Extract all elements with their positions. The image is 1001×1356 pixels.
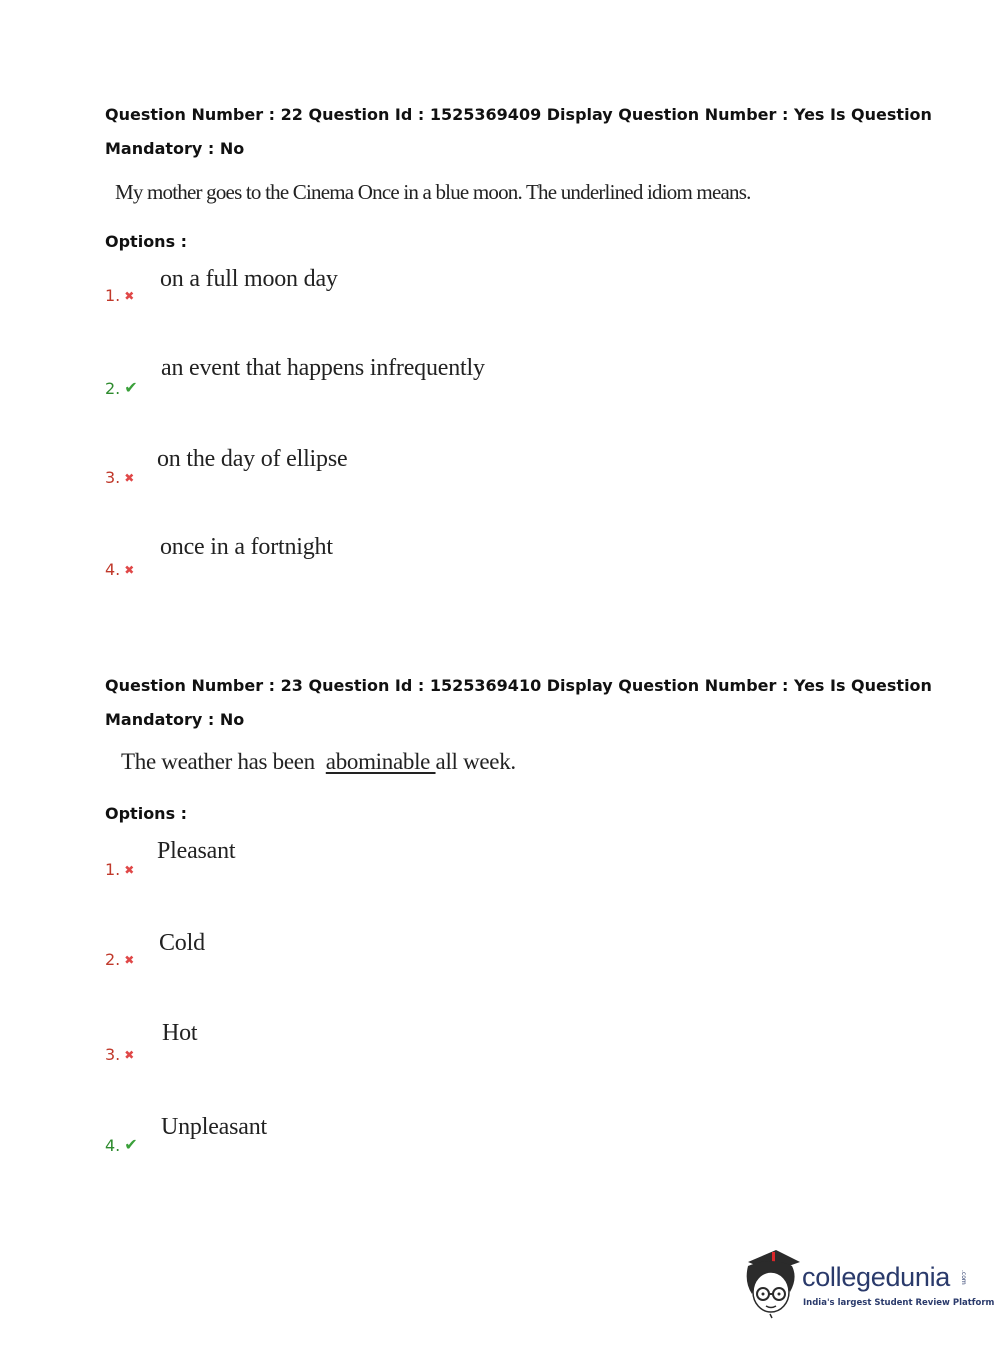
cross-icon: ✖ (124, 1048, 135, 1062)
q23-option-1-number: 1. ✖ (105, 860, 135, 879)
collegedunia-logo (742, 1248, 995, 1318)
question-23-text: The weather has been abominable all week. (121, 749, 516, 774)
q22-option-4-text: once in a fortnight (160, 534, 333, 560)
cross-icon: ✖ (124, 863, 135, 877)
q22-option-2-text: an event that happens infrequently (161, 355, 485, 381)
q23-option-2-number: 2. ✖ (105, 950, 135, 969)
q23-option-4-text: Unpleasant (161, 1114, 267, 1140)
q22-option-3-number: 3. ✖ (105, 468, 135, 487)
q23-option-4-number: 4. ✔ (105, 1135, 138, 1155)
question-22-header: Question Number : 22 Question Id : 1525369409 Display Question Number : Yes Is Question (105, 105, 932, 124)
question-23-options-label: Options : (105, 804, 188, 823)
cross-icon: ✖ (124, 953, 135, 967)
question-22-text: My mother goes to the Cinema Once in a blue moon. The underlined idiom means. (115, 180, 751, 204)
q23-option-2-text: Cold (159, 930, 205, 956)
q22-option-4-number: 4. ✖ (105, 560, 135, 579)
q22-option-1-text: on a full moon day (160, 266, 338, 292)
brand-tagline: India's largest Student Review Platform (803, 1298, 995, 1308)
brand-suffix: .com (960, 1270, 967, 1285)
q23-option-3-text: Hot (162, 1020, 198, 1046)
check-icon: ✔ (124, 1135, 138, 1154)
check-icon: ✔ (124, 378, 138, 397)
question-23-header: Question Number : 23 Question Id : 1525369410 Display Question Number : Yes Is Question (105, 676, 932, 695)
cross-icon: ✖ (124, 563, 135, 577)
question-22-options-label: Options : (105, 232, 188, 251)
question-22-mandatory: Mandatory : No (105, 139, 245, 158)
q23-option-1-text: Pleasant (157, 838, 236, 864)
cross-icon: ✖ (124, 289, 135, 303)
brand-name: collegedunia (802, 1262, 951, 1292)
question-23-mandatory: Mandatory : No (105, 710, 245, 729)
q22-option-1-number: 1. ✖ (105, 286, 135, 305)
q22-option-3-text: on the day of ellipse (157, 446, 348, 472)
q23-option-3-number: 3. ✖ (105, 1045, 135, 1064)
cross-icon: ✖ (124, 471, 135, 485)
q22-option-2-number: 2. ✔ (105, 378, 138, 398)
underlined-word: abominable (325, 749, 436, 774)
mascot-icon (742, 1248, 804, 1320)
